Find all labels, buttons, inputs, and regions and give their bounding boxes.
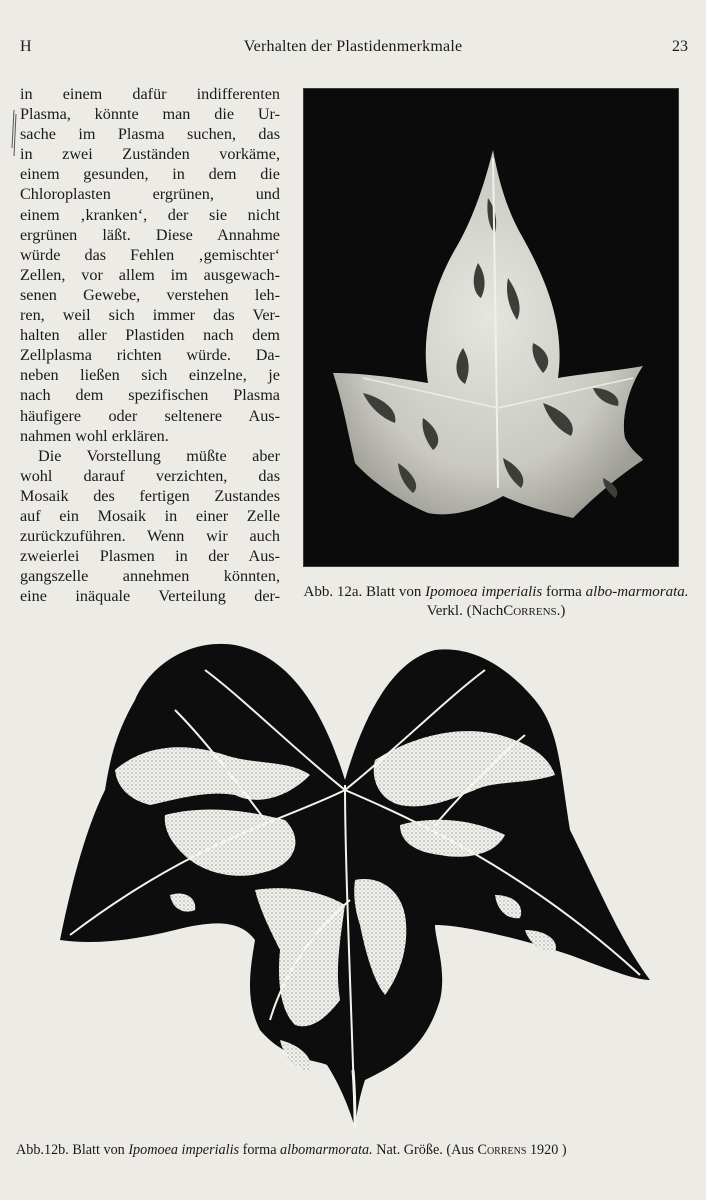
figure-12b-drawing <box>55 640 655 1140</box>
caption-b-label: Abb.12b. <box>16 1142 69 1158</box>
margin-pencil-mark <box>8 108 20 168</box>
body-line: in einem dafür indifferenten <box>20 85 280 103</box>
body-text-column <box>20 84 280 606</box>
body-line: in zwei Zuständen vorkäme, <box>20 145 280 164</box>
running-head-letter: H <box>20 38 32 55</box>
caption-a-close: .) <box>556 603 566 619</box>
body-line: gangszelle annehmen könnten, <box>20 567 280 586</box>
body-line: einem ‚kranken‘, der sie nicht <box>20 205 280 224</box>
body-line: senen Gewebe, verstehen leh- <box>20 285 280 304</box>
caption-a-label: Abb. 12a. <box>303 584 363 600</box>
caption-b-text3: Nat. Größe. (Aus <box>376 1142 474 1158</box>
caption-a-text3: Verkl. (Nach <box>426 603 504 619</box>
caption-a-species: Ipomoea imperialis <box>425 584 543 600</box>
caption-a-author: Correns <box>503 603 557 619</box>
caption-a-form: albo-marmorata. <box>585 584 689 600</box>
body-line: halten aller Plastiden nach dem <box>20 326 280 345</box>
caption-b-text1: Blatt von <box>72 1142 125 1158</box>
body-line: zweierlei Plasmen in der Aus- <box>20 547 280 566</box>
body-line: Die Vorstellung müßte aber <box>38 446 280 465</box>
body-line: ergrünen läßt. Diese Annahme <box>20 225 280 244</box>
caption-b-year: 1920 ) <box>529 1142 567 1158</box>
body-line: nahmen wohl erklären. <box>20 426 169 445</box>
body-line: Mosaik des fertigen Zustandes <box>20 486 280 505</box>
leaf-drawing-svg <box>55 640 655 1140</box>
caption-a-text1: Blatt von <box>366 584 422 600</box>
running-head-title: Verhalten der Plastidenmerkmale <box>243 38 463 55</box>
body-line: eine inäquale Verteilung der- <box>20 587 280 606</box>
body-line: einem gesunden, in dem die <box>20 165 280 184</box>
body-line: Plasma, könnte man die Ur- <box>20 105 280 124</box>
body-line: auf ein Mosaik in einer Zelle <box>20 506 280 525</box>
body-line: häufigere oder seltenere Aus- <box>20 406 280 425</box>
caption-b-author: Correns <box>477 1142 527 1158</box>
body-line: ren, weil sich immer das Ver- <box>20 306 280 325</box>
body-line: sache im Plasma suchen, das <box>20 125 280 144</box>
body-line: wohl darauf verzichten, das <box>20 466 280 485</box>
caption-b-text2: forma <box>242 1142 277 1158</box>
figure-12a-photo <box>303 88 679 567</box>
body-line: würde das Fehlen ‚gemischter‘ <box>20 245 280 264</box>
leaf-photo-svg <box>303 88 679 567</box>
caption-b-form: albomarmorata. <box>280 1142 373 1158</box>
page-number: 23 <box>672 38 688 55</box>
body-line: Chloroplasten ergrünen, und <box>20 185 280 204</box>
body-line: Zellen, vor allem im ausgewach- <box>20 265 280 284</box>
caption-a-text2: forma <box>546 584 582 600</box>
figure-12b-caption <box>16 1141 696 1159</box>
figure-12a-caption <box>300 583 692 621</box>
body-line: neben ließen sich einzelne, je <box>20 366 280 385</box>
body-line: zurückzuführen. Wenn wir auch <box>20 527 280 546</box>
body-line: nach dem spezifischen Plasma <box>20 386 280 405</box>
body-line: Zellplasma richten würde. Da- <box>20 346 280 365</box>
running-head <box>0 38 706 62</box>
caption-b-species: Ipomoea imperialis <box>128 1142 240 1158</box>
